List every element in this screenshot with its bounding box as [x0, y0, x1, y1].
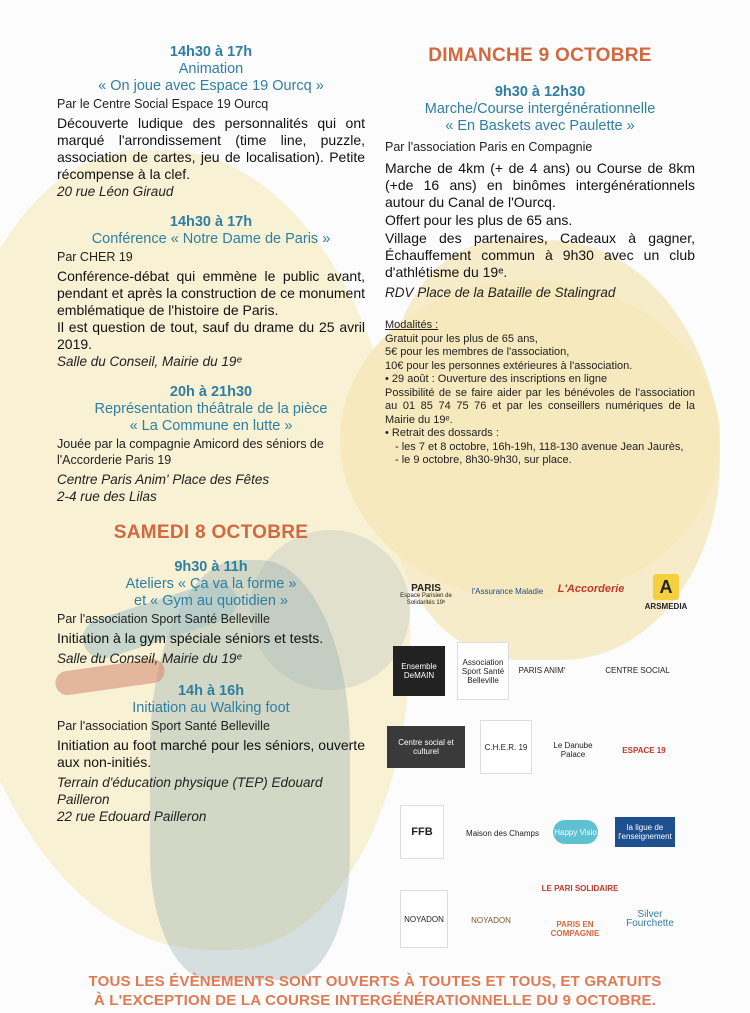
modalites-line: • Retrait des dossards : — [385, 427, 499, 439]
event-organizer: Jouée par la compagnie Amicord des séniors de l'Accorderie Paris 19 — [57, 437, 324, 467]
event-block — [57, 214, 365, 370]
espace19-logo: ESPACE 19 — [622, 745, 666, 755]
event-title: Conférence « Notre Dame de Paris » — [91, 231, 331, 247]
event-place: Centre Paris Anim' Place des Fêtes — [57, 472, 270, 487]
event-description: Découverte ludique des personnalités qui ont marqué l'arrondissement (time line, puzzle, association de cartes, jeu de localisation). Petite récompense à la clef. — [57, 115, 365, 182]
silver-fourchette-logo: Silver Fourchette — [626, 909, 674, 929]
event-description: Conférence-débat qui emmène le public avant, pendant et après la construction de ce monument emblématique de l'histoire de Paris. — [57, 268, 365, 318]
ensemble-demain-logo: Ensemble DeMAIN — [393, 646, 445, 696]
event-place: Terrain d'éducation physique (TEP) Edouard Pailleron — [57, 775, 323, 807]
event-place: 20 rue Léon Giraud — [57, 184, 174, 199]
event-time: 14h30 à 17h — [169, 44, 253, 60]
event-time: 9h30 à 11h — [174, 559, 248, 575]
event-title: Animation — [178, 61, 244, 77]
footer-line: À L'EXCEPTION DE LA COURSE INTERGÉNÉRATIONNELLE DU 9 OCTOBRE. — [93, 992, 657, 1009]
left-column — [57, 44, 365, 835]
event-description: Initiation au foot marché pour les séniors, ouverte aux non-initiés. — [57, 737, 365, 770]
event-place: 22 rue Edouard Pailleron — [57, 809, 207, 824]
event-title: Ateliers « Ça va la forme » — [125, 576, 297, 592]
right-column — [385, 44, 695, 468]
event-place: Salle du Conseil, Mairie du 19ᵉ — [57, 354, 242, 369]
event-title: et « Gym au quotidien » — [134, 593, 288, 609]
partner-logos — [385, 560, 705, 960]
noyadon-logo: NOYADON — [471, 915, 511, 925]
maison-champs-logo: Maison des Champs — [466, 828, 539, 838]
event-block — [57, 384, 365, 505]
event-title: « La Commune en lutte » — [129, 418, 293, 434]
noyadon-book-logo: NOYADON — [400, 890, 448, 948]
paris-anim-logo: PARIS ANIM' — [518, 665, 566, 675]
cher19-logo: C.H.E.R. 19 — [480, 720, 532, 774]
modalites-section — [385, 319, 695, 468]
modalites-line: Possibilité de se faire aider par les bénévoles de l'association au 01 85 74 75 76 et par les conseillers numériques de la Mairie du 19ᵉ. — [385, 386, 695, 426]
paris-logo: PARIS Espace Parisien de Solidarités 19ᵉ — [400, 582, 452, 606]
dossards-line: - les 7 et 8 octobre, 16h-19h, 118-130 avenue Jean Jaurès, — [395, 440, 684, 453]
event-place: 2-4 rue des Lilas — [57, 489, 157, 504]
modalites-line: 10€ pour les personnes extérieures à l'association. — [385, 359, 633, 372]
paris-en-compagnie-logo: PARIS EN COMPAGNIE — [550, 920, 600, 938]
event-organizer: Par le Centre Social Espace 19 Ourcq — [57, 97, 269, 111]
arsmedia-logo: A ARSMEDIA — [635, 566, 697, 618]
ligue-enseignement-logo: la ligue de l'enseignement — [615, 817, 675, 847]
day-heading-sunday: DIMANCHE 9 OCTOBRE — [428, 45, 652, 66]
modalites-title: Modalités : — [385, 319, 439, 331]
a-icon: A — [653, 574, 679, 600]
event-organizer: Par l'association Paris en Compagnie — [385, 140, 593, 154]
modalites-line: • 29 août : Ouverture des inscriptions en ligne — [385, 373, 608, 385]
event-time: 20h à 21h30 — [169, 384, 253, 400]
event-title: « En Baskets avec Paulette » — [445, 118, 635, 134]
event-time: 14h à 16h — [177, 683, 245, 699]
event-title: « On joue avec Espace 19 Ourcq » — [98, 78, 324, 94]
event-place: Salle du Conseil, Mairie du 19ᵉ — [57, 651, 242, 666]
event-title: Marche/Course intergénérationnelle — [424, 101, 656, 117]
sport-sante-logo: Association Sport Santé Belleville — [457, 642, 509, 700]
event-description: Offert pour les plus de 65 ans. — [385, 212, 573, 228]
modalites-line: Gratuit pour les plus de 65 ans, — [385, 332, 538, 345]
ffb-logo: FFB — [400, 805, 444, 859]
event-description: Marche de 4km (+ de 4 ans) ou Course de 8km (+de 16 ans) en binômes intergénérationnels autour du Canal de l'Ourcq. — [385, 160, 695, 210]
event-block — [57, 559, 365, 667]
event-title: Représentation théâtrale de la pièce — [94, 401, 328, 417]
centre-social-logo: CENTRE SOCIAL — [605, 665, 670, 675]
pari-solidaire-logo: LE PARI SOLIDAIRE — [541, 883, 619, 893]
event-organizer: Par l'association Sport Santé Belleville — [57, 719, 270, 733]
event-time: 14h30 à 17h — [169, 214, 253, 230]
dossards-line: - le 9 octobre, 8h30-9h30, sur place. — [395, 454, 572, 466]
centre-social-culturel-logo: Centre social et culturel — [387, 726, 465, 768]
event-organizer: Par CHER 19 — [57, 250, 133, 264]
event-block — [57, 44, 365, 200]
event-description: Initiation à la gym spéciale séniors et tests. — [57, 630, 324, 646]
footer-line: TOUS LES ÉVÈNEMENTS SONT OUVERTS À TOUTES ET TOUS, ET GRATUITS — [88, 973, 662, 990]
event-time: 9h30 à 12h30 — [494, 84, 586, 100]
happy-visio-logo: Happy Visio — [553, 820, 598, 844]
assurance-maladie-logo: l'Assurance Maladie — [471, 586, 544, 596]
day-heading-saturday: SAMEDI 8 OCTOBRE — [113, 522, 309, 543]
modalites-line: 5€ pour les membres de l'association, — [385, 346, 570, 358]
event-title: Initiation au Walking foot — [132, 700, 290, 716]
event-organizer: Par l'association Sport Santé Belleville — [57, 612, 270, 626]
event-block — [57, 683, 365, 825]
accorderie-logo: L'Accorderie — [557, 582, 625, 595]
footer-notice — [0, 972, 750, 1010]
event-place: RDV Place de la Bataille de Stalingrad — [385, 285, 616, 300]
danube-palace-logo: Le Danube Palace — [553, 741, 593, 759]
event-description: Village des partenaires, Cadeaux à gagner, Échauffement commun à 9h30 avec un club d'athlétisme du 19ᵉ. — [385, 230, 695, 280]
event-description: Il est question de tout, sauf du drame du 25 avril 2019. — [57, 319, 365, 352]
